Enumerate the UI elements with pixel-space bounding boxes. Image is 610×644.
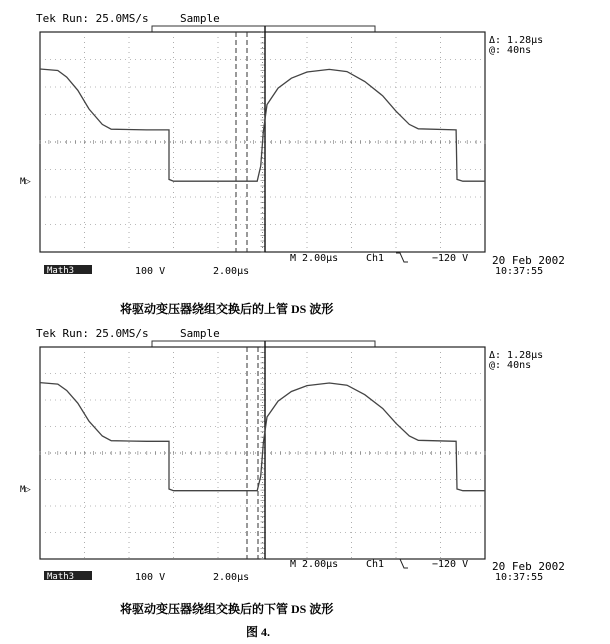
trigger-level: −120 V: [432, 253, 469, 264]
at-readout: @: 40ns: [489, 45, 532, 56]
record-bracket: [152, 26, 375, 32]
at-readout: @: 40ns: [489, 360, 532, 371]
caption-top: 将驱动变压器绕组交换后的上管 DS 波形: [120, 302, 334, 316]
math-label: Math3: [47, 572, 75, 582]
date-readout: 20 Feb 2002: [492, 254, 565, 267]
time-div-readout: 2.00µs: [213, 266, 250, 277]
scope-bottom: [20, 327, 565, 616]
channel-readout: Ch1: [366, 559, 385, 570]
math-marker: M▷: [20, 177, 31, 187]
timebase-readout: M 2.00µs: [290, 559, 339, 570]
caption-bottom: 将驱动变压器绕组交换后的下管 DS 波形: [120, 602, 334, 616]
time-readout: 10:37:55: [495, 572, 544, 583]
figure-label: 图 4.: [246, 625, 271, 639]
math-label: Math3: [47, 266, 75, 276]
trigger-level: −120 V: [432, 559, 469, 570]
volts-readout: 100 V: [135, 266, 166, 277]
volts-readout: 100 V: [135, 572, 166, 583]
math-marker: M▷: [20, 485, 31, 495]
scope-header-run: Tek Run: 25.0MS/s: [36, 12, 149, 25]
time-div-readout: 2.00µs: [213, 572, 250, 583]
scope-header-mode: Sample: [180, 12, 220, 25]
timebase-readout: M 2.00µs: [290, 253, 339, 264]
falling-edge-icon: [396, 559, 408, 568]
waveform-trace: [40, 69, 485, 181]
record-bracket: [152, 341, 375, 347]
date-readout: 20 Feb 2002: [492, 560, 565, 573]
scope-header-run: Tek Run: 25.0MS/s: [36, 327, 149, 340]
delta-readout: Δ: 1.28µs: [489, 35, 544, 46]
scope-top: [20, 12, 565, 316]
channel-readout: Ch1: [366, 253, 385, 264]
falling-edge-icon: [396, 253, 408, 262]
time-readout: 10:37:55: [495, 266, 544, 277]
delta-readout: Δ: 1.28µs: [489, 350, 544, 361]
scope-header-mode: Sample: [180, 327, 220, 340]
